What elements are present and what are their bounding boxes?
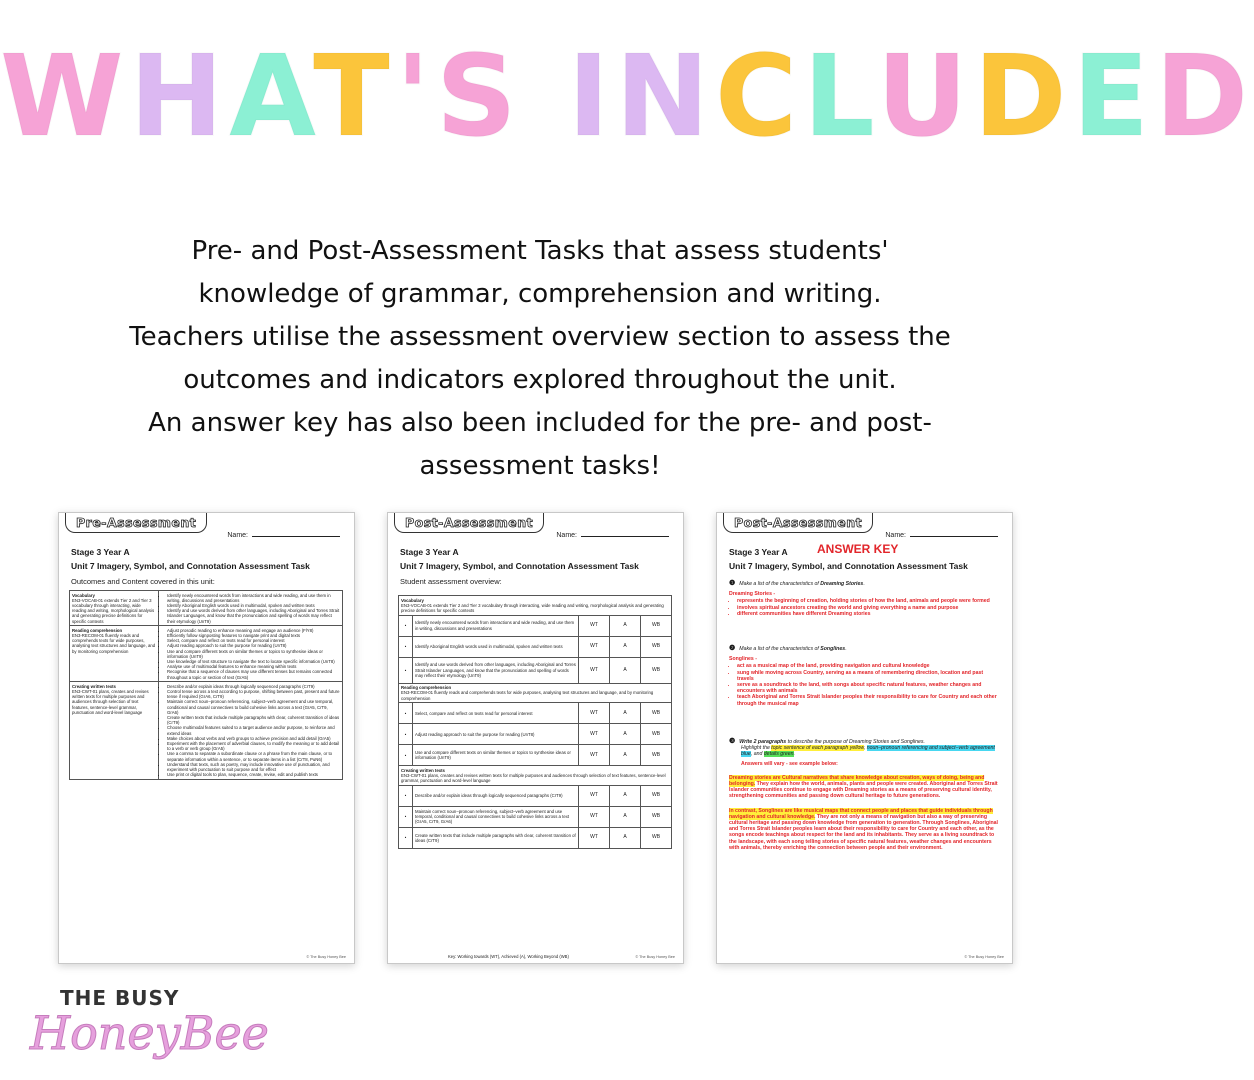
grade-cell[interactable]: WT xyxy=(579,806,610,827)
answer-item: • act as a musical map of the land, providing navigation and cultural knowledge xyxy=(737,663,1001,669)
headline-letter: L xyxy=(803,32,877,162)
headline-letter: T xyxy=(313,32,396,162)
outcome-row: Vocabulary EN3-VOCAB-01 extends Tier 2 and Tier 3 vocabulary through interacting, wide reading and writing, morphological analysis and generating precise definitions for specific contexts • Identify newly encountered words from interactions and wide reading, and use them in writing, discussions and presentations • Identify Aboriginal English words used in multimodal, spoken and written texts • Identify and use words derived from other languages, including Aboriginal and Torres Strait Islander Languages, and know that the pronunciation and spelling of words may reflect their etymology (UnT9) xyxy=(70,591,343,626)
indicator-row: • Use and compare different texts on similar themes or topics to synthesise ideas or information (UnT9) WT A WB xyxy=(399,745,672,766)
name-field: Name: xyxy=(885,532,998,539)
section-header: Vocabulary EN3-VOCAB-01 extends Tier 2 and Tier 3 vocabulary through interacting, wide reading and writing, morphological analysis and generating precise definitions for specific contexts xyxy=(399,596,672,616)
headline-letter: U xyxy=(876,32,974,162)
assessment-overview-table xyxy=(398,595,672,849)
grade-cell[interactable]: WT xyxy=(579,657,610,683)
stage-label: Stage 3 Year A xyxy=(729,547,788,557)
intro-line: Teachers utilise the assessment overview section to assess the xyxy=(129,322,951,352)
outcome-row: Reading comprehension EN3-RECOM-01 fluently reads and comprehends texts for wide purposes, analysing text structures and language, and by monitoring comprehension • Adjust prosodic reading to enhance meaning and engage an audience (FlY8) • Efficiently follow signposting features to navigate print and digital texts • Select, compare and reflect on texts read for personal interest • Adjust reading approach to suit the purpose for reading (UnT8) • Use and compare different texts on similar themes or topics to synthesise ideas or information (UnT9) • Use knowledge of text structure to navigate the text to locate specific information (UnT8) • Analyse use of multimodal features to enhance meaning within texts • Recognise that a sequence of clauses may use different tenses but remains connected throughout a topic or section of text (GrA5) xyxy=(70,626,343,682)
grade-cell[interactable]: A xyxy=(610,657,641,683)
grade-cell[interactable]: WT xyxy=(579,636,610,657)
grade-cell[interactable]: WB xyxy=(641,785,672,806)
grade-cell[interactable]: A xyxy=(610,745,641,766)
copyright: © The Busy Honey Bee xyxy=(635,955,675,959)
headline-letter: W xyxy=(0,32,130,162)
unit-title: Unit 7 Imagery, Symbol, and Connotation Assessment Task xyxy=(729,561,968,571)
intro-line: An answer key has also been included for the pre- and post- xyxy=(148,408,932,438)
intro-text xyxy=(40,230,1040,488)
indicator-row: • Identify newly encountered words from interactions and wide reading, and use them in writing, discussions and presentations WT A WB xyxy=(399,615,672,636)
page-subtitle: Outcomes and Content covered in this unit: xyxy=(71,577,215,586)
logo-line-1: THE BUSY xyxy=(60,986,180,1010)
headline-letter xyxy=(523,32,568,162)
grade-cell[interactable]: A xyxy=(610,703,641,724)
grade-cell[interactable]: WB xyxy=(641,745,672,766)
headline-letter: ' xyxy=(395,32,436,162)
grade-cell[interactable]: A xyxy=(610,806,641,827)
question-1: ❶ Make a list of the characteristics of Dreaming Stories. Dreaming Stories - • represents the beginning of creation, holding stories of how the land, animals and people were formed • involves spiritual ancestors creating the world and giving everything a name and purpose • different communities have different Dreaming stories xyxy=(729,581,1001,617)
answer-item: • represents the beginning of creation, holding stories of how the land, animals and people were formed xyxy=(737,598,1001,604)
headline-letter: D xyxy=(1155,32,1254,162)
answer-item: • sung while moving across Country, serving as a means of remembering direction, location and past travels xyxy=(737,670,1001,682)
page-tag: Post-Assessment xyxy=(394,513,544,533)
grade-cell[interactable]: WT xyxy=(579,827,610,848)
unit-title: Unit 7 Imagery, Symbol, and Connotation Assessment Task xyxy=(400,561,639,571)
indicator-row: • Identify Aboriginal English words used in multimodal, spoken and written texts WT A WB xyxy=(399,636,672,657)
question-2: ❷ Make a list of the characteristics of Songlines. Songlines - • act as a musical map of the land, providing navigation and cultural knowledge • sung while moving across Country, serving as a means of remembering direction, location and past travels • serve as a soundtrack to the land, with songs about specific natural features, weather changes and encounters with animals • teach Aboriginal and Torres Strait Islander peoples their responsibility to care for Country and each other through the musical map xyxy=(729,646,1001,707)
copyright: © The Busy Honey Bee xyxy=(306,955,346,959)
grade-cell[interactable]: WT xyxy=(579,745,610,766)
grade-cell[interactable]: WT xyxy=(579,615,610,636)
grade-cell[interactable]: A xyxy=(610,785,641,806)
intro-line: Pre- and Post-Assessment Tasks that assess students' xyxy=(191,236,889,266)
pre-assessment-page xyxy=(58,512,355,964)
outcome-row: Creating written texts EN3-CWT-01 plans, creates and revises written texts for multiple purposes and audiences through selection of text features, sentence-level grammar, punctuation and word-level language • Describe and/or explain ideas through logically sequenced paragraphs (CrT9) • Control tense across a text according to purpose, shifting between past, present and future tense if required (GrA6, CrT9) • Maintain correct noun–pronoun referencing, subject–verb agreement and use temporal, conditional and causal connectives to build cohesive links across a text (GrA5, CrT9, GrA6) • Create written texts that include multiple paragraphs with clear, coherent transition of ideas (CrT9) • Choose multimodal features suited to a target audience and/or purpose, to reinforce and extend ideas • Make choices about verbs and verb groups to achieve precision and add detail (GrA5) • Experiment with the placement of adverbial clauses, to modify the meaning or to add detail to a verb or verb group (GrA5) • Use a comma to separate a subordinate clause or a phrase from the main clause, or to separate information within a sentence, or to separate items in a list (CrT8, PuN6) • Understand that texts, such as poetry, may include innovative use of punctuation, and experiment with punctuation to suit purpose and for effect • Use print or digital tools to plan, sequence, create, revise, edit and publish texts xyxy=(70,682,343,780)
page-tag: Pre-Assessment xyxy=(65,513,207,533)
intro-line: knowledge of grammar, comprehension and writing. xyxy=(198,279,882,309)
indicator-row: • Describe and/or explain ideas through logically sequenced paragraphs (CrT9) WT A WB xyxy=(399,785,672,806)
indicator-row: • Identify and use words derived from other languages, including Aboriginal and Torres Strait Islander Languages, and know that the pronunciation and spelling of words may reflect their etymology (UnT9) WT A WB xyxy=(399,657,672,683)
answer-item: • involves spiritual ancestors creating the world and giving everything a name and purpose xyxy=(737,605,1001,611)
outcomes-table xyxy=(69,590,343,780)
intro-line: outcomes and indicators explored throughout the unit. xyxy=(183,365,897,395)
stage-label: Stage 3 Year A xyxy=(71,547,130,557)
page-subtitle: Student assessment overview: xyxy=(400,577,502,586)
section-header: Reading comprehension EN3-RECOM-01 fluently reads and comprehends texts for wide purposes, analysing text structures and language, and by monitoring comprehension xyxy=(399,683,672,703)
headline-letter: S xyxy=(435,32,523,162)
grade-cell[interactable]: WB xyxy=(641,806,672,827)
headline-letter: E xyxy=(1072,32,1156,162)
grade-cell[interactable]: WB xyxy=(641,615,672,636)
grade-cell[interactable]: WB xyxy=(641,827,672,848)
headline-letter: C xyxy=(715,32,804,162)
indicator-row: • Select, compare and reflect on texts read for personal interest WT A WB xyxy=(399,703,672,724)
answer-key-page xyxy=(716,512,1013,964)
grade-cell[interactable]: A xyxy=(610,636,641,657)
indicator-row: • Create written texts that include multiple paragraphs with clear, coherent transition of ideas (CrT9) WT A WB xyxy=(399,827,672,848)
answer-key-label: ANSWER KEY xyxy=(817,542,899,556)
headline-letter: A xyxy=(229,32,314,162)
grade-cell[interactable]: WB xyxy=(641,703,672,724)
grade-cell[interactable]: A xyxy=(610,827,641,848)
grade-cell[interactable]: WT xyxy=(579,703,610,724)
grading-key: Key: Working towards (WT), Achieved (A), Working Beyond (WB) xyxy=(448,954,569,959)
answer-item: • teach Aboriginal and Torres Strait Islander peoples their responsibility to care for Country and each other through the musical map xyxy=(737,694,1001,706)
post-assessment-page xyxy=(387,512,684,964)
page-headline xyxy=(0,32,1254,162)
copyright: © The Busy Honey Bee xyxy=(964,955,1004,959)
headline-letter: D xyxy=(973,32,1073,162)
intro-line: assessment tasks! xyxy=(419,451,661,481)
grade-cell[interactable]: A xyxy=(610,615,641,636)
name-field: Name: xyxy=(556,532,669,539)
stage-label: Stage 3 Year A xyxy=(400,547,459,557)
grade-cell[interactable]: WB xyxy=(641,724,672,745)
section-header: Creating written texts EN3-CWT-01 plans, creates and revises written texts for multiple purposes and audiences through selection of text features, sentence-level grammar, punctuation and word-level language xyxy=(399,766,672,786)
unit-title: Unit 7 Imagery, Symbol, and Connotation Assessment Task xyxy=(71,561,310,571)
name-field: Name: xyxy=(227,532,340,539)
grade-cell[interactable]: A xyxy=(610,724,641,745)
grade-cell[interactable]: WT xyxy=(579,724,610,745)
headline-letter: H xyxy=(129,32,230,162)
logo-line-2: HoneyBee xyxy=(30,1006,269,1060)
grade-cell[interactable]: WB xyxy=(641,657,672,683)
indicator-row: • Maintain correct noun–pronoun referencing, subject–verb agreement and use temporal, conditional and causal connectives to build cohesive links across a text (GrA5, CrT9, GrA6) WT A WB xyxy=(399,806,672,827)
grade-cell[interactable]: WB xyxy=(641,636,672,657)
brand-logo xyxy=(22,982,269,1072)
headline-letter: N xyxy=(615,32,716,162)
page-tag: Post-Assessment xyxy=(723,513,873,533)
headline-letter: I xyxy=(567,32,616,162)
question-3: ❸ Write 2 paragraphs to describe the purpose of Dreaming Stories and Songlines. Highlight the topic sentence of each paragraph yellow, noun–pronoun referencing and subject–verb agreement blue, and details green. Answers will vary - see example below: Dreaming stories are Cultural narratives that share knowledge about creation, ways of doing, being and belonging. They explain how the world, animals, plants and people were created. Aboriginal and Torres Strait Islander communities continue to engage with Dreaming stories as a means of preserving cultural identity, strengthening communities and passing down cultural heritage to future generations. In contrast, Songlines are like musical maps that connect people and places that guide individuals through navigation and cultural knowledge. They are not only a means of navigation but also a way of preserving cultural heritage and passing down knowledge from generation to generation. Through Songlines, Aboriginal and Torres Strait Islander peoples learn about their responsibility to care for Country and each other, as the songs encode teachings about respect for the land and its inhabitants. They serve as a living soundtrack to the landscape, with each song telling stories of specific natural features, weather changes and encounters with animals, thereby enriching the connection between people and their environment. xyxy=(729,738,998,851)
indicator-row: • Adjust reading approach to suit the purpose for reading (UnT8) WT A WB xyxy=(399,724,672,745)
answer-item: • different communities have different Dreaming stories xyxy=(737,611,1001,617)
grade-cell[interactable]: WT xyxy=(579,785,610,806)
answer-item: • serve as a soundtrack to the land, with songs about specific natural features, weather changes and encounters with animals xyxy=(737,682,1001,694)
